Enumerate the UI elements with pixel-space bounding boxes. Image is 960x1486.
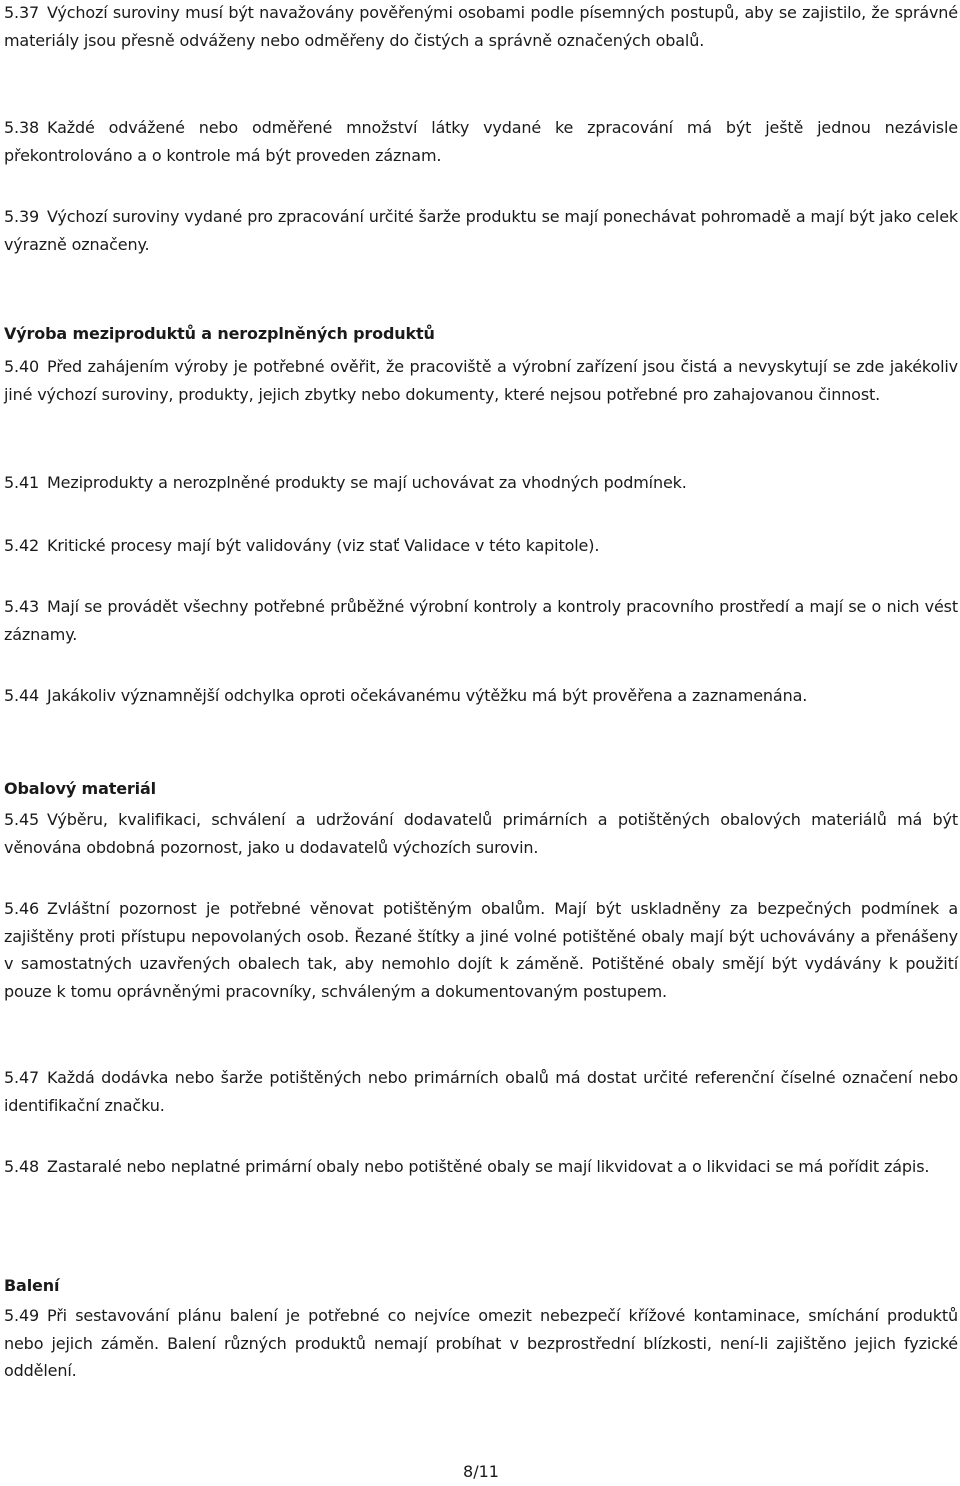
- paragraph-number: 5.47: [4, 1068, 40, 1087]
- paragraph-5-44: [4, 682, 958, 710]
- paragraph-number: 5.46: [4, 899, 40, 918]
- paragraph-number: 5.39: [4, 207, 40, 226]
- paragraph-number: 5.38: [4, 118, 40, 137]
- section-heading-production: Výroba meziproduktů a nerozplněných produktů: [4, 324, 435, 343]
- paragraph-number: 5.40: [4, 357, 40, 376]
- paragraph-5-45: [4, 806, 958, 861]
- paragraph-text: Zvláštní pozornost je potřebné věnovat potištěným obalům. Mají být uskladněny za bezpečných podmínek a zajištěny proti přístupu nepovolaných osob. Řezané štítky a jiné volné potištěné obaly mají být uchovávány a přenášeny v samostatných uzavřených obalech tak, aby nemohlo dojít k záměně. Potištěné obaly smějí být vydávány k použití pouze k tomu oprávněnými pracovníky, schváleným a dokumentovaným postupem.: [4, 899, 958, 1001]
- paragraph-5-46: [4, 895, 958, 1005]
- paragraph-number: 5.42: [4, 536, 40, 555]
- paragraph-number: 5.37: [4, 3, 40, 22]
- paragraph-number: 5.41: [4, 473, 40, 492]
- page-number: 8/11: [463, 1462, 499, 1481]
- paragraph-5-48: [4, 1153, 958, 1181]
- paragraph-5-37: [4, 0, 958, 54]
- paragraph-5-39: [4, 203, 958, 258]
- section-heading-packaging-material: Obalový materiál: [4, 779, 156, 798]
- paragraph-number: 5.43: [4, 597, 40, 616]
- paragraph-number: 5.44: [4, 686, 40, 705]
- paragraph-5-40: [4, 353, 958, 408]
- paragraph-number: 5.48: [4, 1157, 40, 1176]
- paragraph-text: Výchozí suroviny musí být navažovány pověřenými osobami podle písemných postupů, aby se zajistilo, že správné materiály jsou přesně odváženy nebo odměřeny do čistých a správně označených obalů.: [4, 3, 958, 50]
- paragraph-5-41: [4, 469, 958, 497]
- paragraph-number: 5.49: [4, 1306, 40, 1325]
- paragraph-text: Jakákoliv významnější odchylka oproti očekávanému výtěžku má být prověřena a zaznamenána.: [47, 686, 808, 705]
- paragraph-text: Zastaralé nebo neplatné primární obaly nebo potištěné obaly se mají likvidovat a o likvidaci se má pořídit zápis.: [47, 1157, 930, 1176]
- paragraph-5-49: [4, 1302, 958, 1385]
- paragraph-text: Před zahájením výroby je potřebné ověřit, že pracoviště a výrobní zařízení jsou čistá a nevyskytují se zde jakékoliv jiné výchozí suroviny, produkty, jejich zbytky nebo dokumenty, které nejsou potřebné pro zahajovanou činnost.: [4, 357, 958, 404]
- paragraph-text: Mají se provádět všechny potřebné průběžné výrobní kontroly a kontroly pracovního prostředí a mají se o nich vést záznamy.: [4, 597, 958, 644]
- paragraph-text: Kritické procesy mají být validovány (viz stať Validace v této kapitole).: [47, 536, 600, 555]
- paragraph-5-42: [4, 532, 958, 560]
- paragraph-text: Výběru, kvalifikaci, schválení a udržování dodavatelů primárních a potištěných obalových materiálů má být věnována obdobná pozornost, jako u dodavatelů výchozích surovin.: [4, 810, 958, 857]
- paragraph-text: Výchozí suroviny vydané pro zpracování určité šarže produktu se mají ponechávat pohromadě a mají být jako celek výrazně označeny.: [4, 207, 958, 254]
- paragraph-number: 5.45: [4, 810, 40, 829]
- paragraph-text: Každé odvážené nebo odměřené množství látky vydané ke zpracování má být ještě jednou nezávisle překontrolováno a o kontrole má být proveden záznam.: [4, 118, 958, 165]
- paragraph-5-43: [4, 593, 958, 648]
- paragraph-text: Při sestavování plánu balení je potřebné co nejvíce omezit nebezpečí křížové kontaminace, smíchání produktů nebo jejich záměn. Balení různých produktů nemají probíhat v bezprostřední blízkosti, není-li zajištěno jejich fyzické oddělení.: [4, 1306, 958, 1380]
- paragraph-5-47: [4, 1064, 958, 1119]
- paragraph-text: Meziprodukty a nerozplněné produkty se mají uchovávat za vhodných podmínek.: [47, 473, 687, 492]
- section-heading-packaging: Balení: [4, 1276, 60, 1295]
- paragraph-text: Každá dodávka nebo šarže potištěných nebo primárních obalů má dostat určité referenční číselné označení nebo identifikační značku.: [4, 1068, 958, 1115]
- paragraph-5-38: [4, 114, 958, 169]
